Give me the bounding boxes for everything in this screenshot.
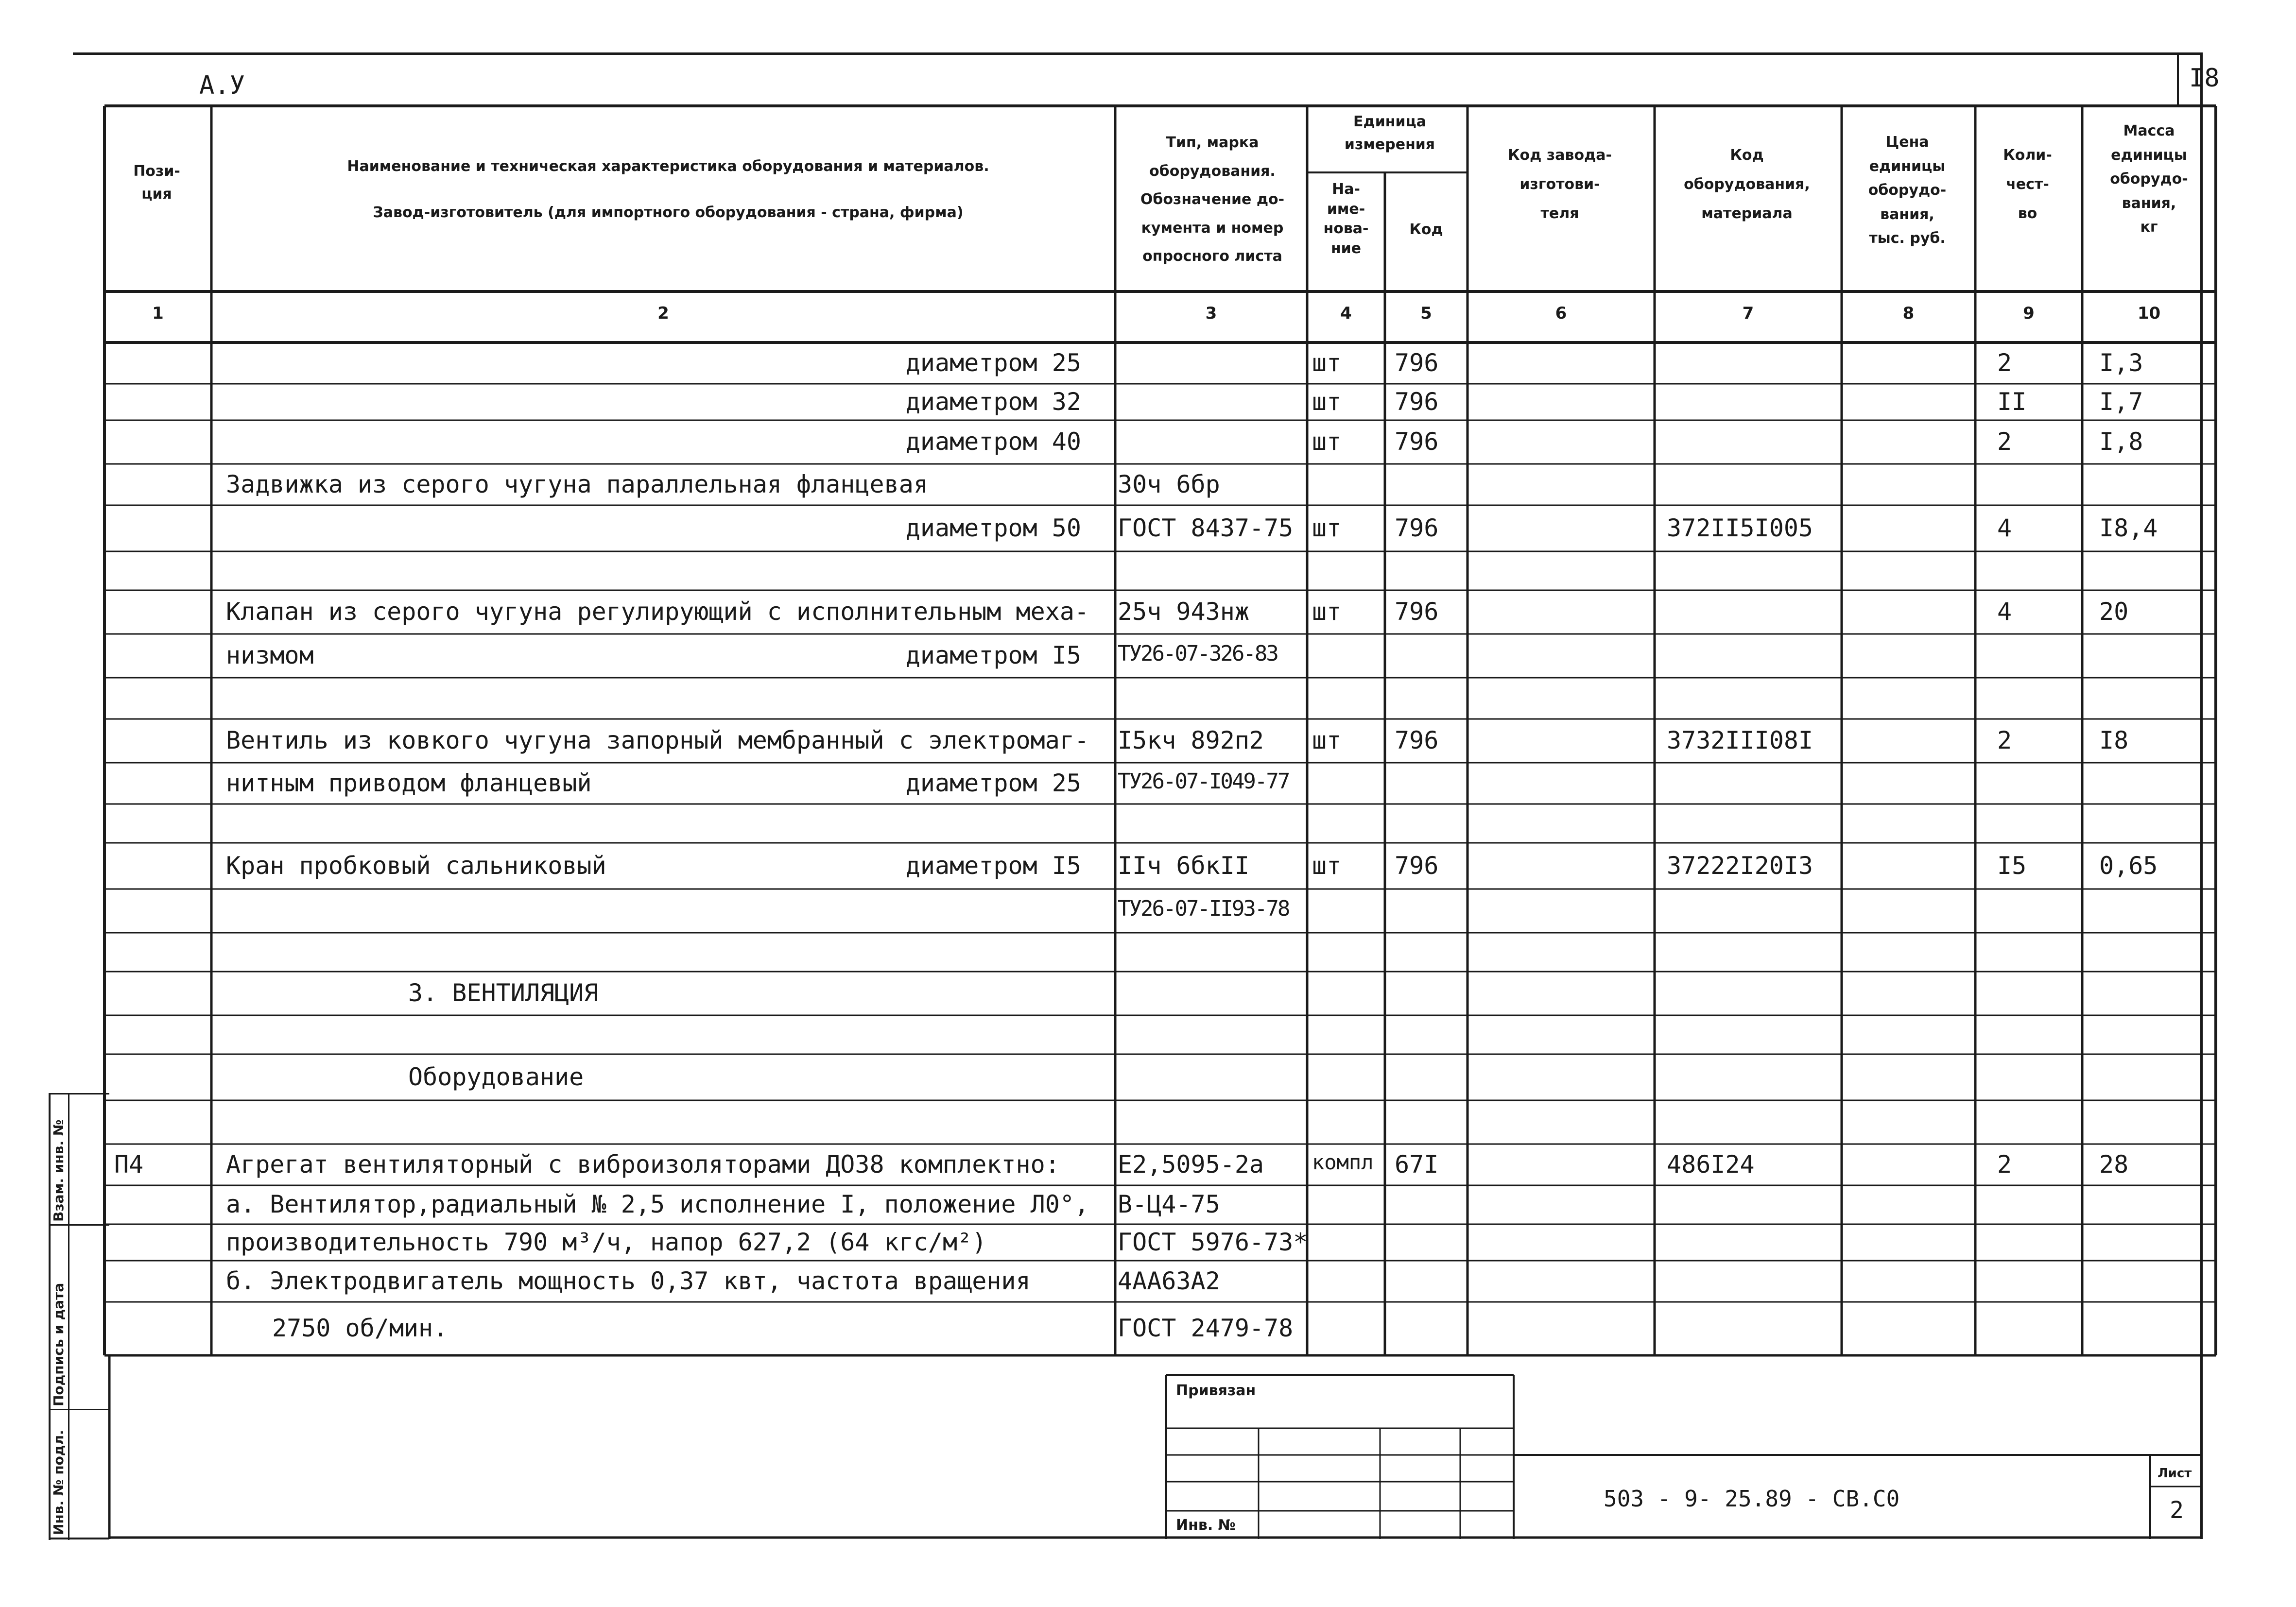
row-unit-name: шт bbox=[1312, 513, 1342, 542]
header-quantity: Коли- чест- во bbox=[2003, 147, 2052, 222]
row-description-diameter: диаметром 25 bbox=[905, 348, 1081, 377]
header-position: Пози- ция bbox=[133, 163, 180, 203]
row-unit-name: компл bbox=[1312, 1150, 1374, 1174]
row-description: Кран пробковый сальниковый bbox=[226, 851, 606, 880]
header-type: Тип, марка оборудования. Обозначение до- кумента и номер опросного листа bbox=[1140, 134, 1285, 265]
row-type-mark: Е2,5095-2а bbox=[1118, 1150, 1264, 1179]
row-type-mark: ТУ26-07-326-83 bbox=[1118, 641, 1277, 666]
row-mass: I,7 bbox=[2099, 387, 2143, 416]
row-description-diameter: диаметром I5 bbox=[905, 851, 1081, 880]
header-unit-name: На- име- нова- ние bbox=[1323, 181, 1369, 257]
row-description: нитным приводом фланцевый bbox=[226, 769, 592, 797]
row-type-mark: 4АА63А2 bbox=[1118, 1266, 1220, 1295]
row-quantity: 2 bbox=[1997, 348, 2012, 377]
row-unit-name: шт bbox=[1312, 387, 1342, 416]
stamp-document-code: 503 - 9- 25.89 - СВ.С0 bbox=[1604, 1486, 1900, 1512]
row-unit-code: 796 bbox=[1395, 851, 1439, 880]
margin-label-original-inv: Инв. № подл. bbox=[51, 1430, 67, 1535]
row-unit-code: 796 bbox=[1395, 598, 1439, 626]
header-price: Цена единицы оборудо- вания, тыс. руб. bbox=[1868, 134, 1947, 247]
row-description-diameter: диаметром 32 bbox=[905, 387, 1081, 416]
row-description-diameter: диаметром 40 bbox=[905, 427, 1081, 456]
row-description: а. Вентилятор,радиальный № 2,5 исполнение I, положение Л0°, bbox=[226, 1190, 1089, 1218]
row-quantity: 4 bbox=[1997, 513, 2012, 542]
row-type-mark: ГОСТ 2479-78 bbox=[1118, 1314, 1294, 1342]
row-type-mark: ГОСТ 5976-73* bbox=[1118, 1228, 1308, 1256]
row-unit-name: шт bbox=[1312, 726, 1342, 754]
row-description: 2750 об/мин. bbox=[272, 1314, 448, 1342]
row-type-mark: В-Ц4-75 bbox=[1118, 1190, 1220, 1218]
row-unit-name: шт bbox=[1312, 851, 1342, 880]
row-unit-code: 796 bbox=[1395, 726, 1439, 754]
row-unit-code: 796 bbox=[1395, 348, 1439, 377]
row-type-mark: IIч 6бкII bbox=[1118, 851, 1249, 880]
header-plant-code: Код завода- изготови- теля bbox=[1508, 147, 1612, 222]
row-description: Агрегат вентиляторный с виброизоляторами ДО38 комплектно: bbox=[226, 1150, 1060, 1179]
row-type-mark: ТУ26-07-I049-77 bbox=[1118, 769, 1289, 794]
row-mass: 28 bbox=[2099, 1150, 2129, 1179]
row-unit-code: 796 bbox=[1395, 387, 1439, 416]
column-number-7: 7 bbox=[1742, 304, 1754, 323]
column-number-8: 8 bbox=[1902, 304, 1915, 323]
document-code-top: А.У bbox=[199, 71, 245, 100]
stamp-linked-label: Привязан bbox=[1176, 1382, 1256, 1399]
row-description: Вентиль из ковкого чугуна запорный мембранный с электромаг- bbox=[226, 726, 1089, 754]
section-heading: Оборудование bbox=[408, 1062, 584, 1091]
column-number-4: 4 bbox=[1340, 304, 1352, 323]
header-equipment-code: Код оборудования, материала bbox=[1684, 147, 1810, 222]
row-description: б. Электродвигатель мощность 0,37 квт, частота вращения bbox=[226, 1266, 1031, 1295]
row-quantity: 4 bbox=[1997, 598, 2012, 626]
margin-label-signature: Подпись и дата bbox=[51, 1282, 67, 1406]
row-type-mark: 30ч 6бр bbox=[1118, 470, 1220, 498]
row-type-mark: ГОСТ 8437-75 bbox=[1118, 513, 1294, 542]
section-heading: 3. ВЕНТИЛЯЦИЯ bbox=[408, 979, 599, 1007]
row-type-mark: 25ч 943нж bbox=[1118, 598, 1249, 626]
margin-label-replacement: Взам. инв. № bbox=[51, 1119, 67, 1222]
row-unit-code: 796 bbox=[1395, 513, 1439, 542]
header-unit: Единица измерения bbox=[1344, 113, 1435, 153]
row-mass: I8,4 bbox=[2099, 513, 2158, 542]
column-number-3: 3 bbox=[1205, 304, 1217, 323]
row-description-diameter: диаметром 25 bbox=[905, 769, 1081, 797]
row-description: Клапан из серого чугуна регулирующий с исполнительным меха- bbox=[226, 598, 1089, 626]
row-unit-code: 796 bbox=[1395, 427, 1439, 456]
row-quantity: II bbox=[1997, 387, 2027, 416]
stamp-inv-label: Инв. № bbox=[1176, 1517, 1236, 1534]
row-equipment-code: 37222I20I3 bbox=[1667, 851, 1813, 880]
column-number-2: 2 bbox=[657, 304, 669, 323]
row-mass: 20 bbox=[2099, 598, 2129, 626]
header-unit-code: Код bbox=[1409, 221, 1443, 238]
row-unit-name: шт bbox=[1312, 427, 1342, 456]
row-description-diameter: диаметром I5 bbox=[905, 641, 1081, 669]
header-mass: Масса единицы оборудо- вания, кг bbox=[2110, 122, 2188, 236]
header-name-line1: Наименование и техническая характеристика оборудования и материалов. bbox=[347, 158, 989, 175]
row-description: низмом bbox=[226, 641, 314, 669]
row-mass: I,8 bbox=[2099, 427, 2143, 456]
column-number-10: 10 bbox=[2137, 304, 2161, 323]
column-number-5: 5 bbox=[1420, 304, 1432, 323]
row-quantity: 2 bbox=[1997, 1150, 2012, 1179]
column-number-9: 9 bbox=[2023, 304, 2035, 323]
row-type-mark: ТУ26-07-II93-78 bbox=[1118, 896, 1289, 921]
row-unit-code: 67I bbox=[1395, 1150, 1439, 1179]
row-description: производительность 790 м³/ч, напор 627,2 (64 кгс/м²) bbox=[226, 1228, 987, 1256]
row-quantity: 2 bbox=[1997, 427, 2012, 456]
row-mass: I8 bbox=[2099, 726, 2129, 754]
row-equipment-code: 372II5I005 bbox=[1667, 513, 1813, 542]
row-quantity: I5 bbox=[1997, 851, 2027, 880]
row-equipment-code: 3732III08I bbox=[1667, 726, 1813, 754]
row-description-diameter: диаметром 50 bbox=[905, 513, 1081, 542]
column-number-6: 6 bbox=[1555, 304, 1567, 323]
stamp-sheet-label: Лист bbox=[2158, 1466, 2192, 1481]
stamp-sheet-number: 2 bbox=[2170, 1497, 2184, 1524]
row-unit-name: шт bbox=[1312, 598, 1342, 626]
row-equipment-code: 486I24 bbox=[1667, 1150, 1755, 1179]
header-name-line2: Завод-изготовитель (для импортного оборудования - страна, фирма) bbox=[373, 204, 964, 221]
row-unit-name: шт bbox=[1312, 348, 1342, 377]
row-type-mark: I5кч 892п2 bbox=[1118, 726, 1264, 754]
row-mass: 0,65 bbox=[2099, 851, 2158, 880]
sheet-number-top: I8 bbox=[2189, 64, 2220, 93]
column-number-1: 1 bbox=[152, 304, 164, 323]
row-position: П4 bbox=[114, 1150, 144, 1179]
row-description: Задвижка из серого чугуна параллельная фланцевая bbox=[226, 470, 928, 498]
row-quantity: 2 bbox=[1997, 726, 2012, 754]
row-mass: I,3 bbox=[2099, 348, 2143, 377]
